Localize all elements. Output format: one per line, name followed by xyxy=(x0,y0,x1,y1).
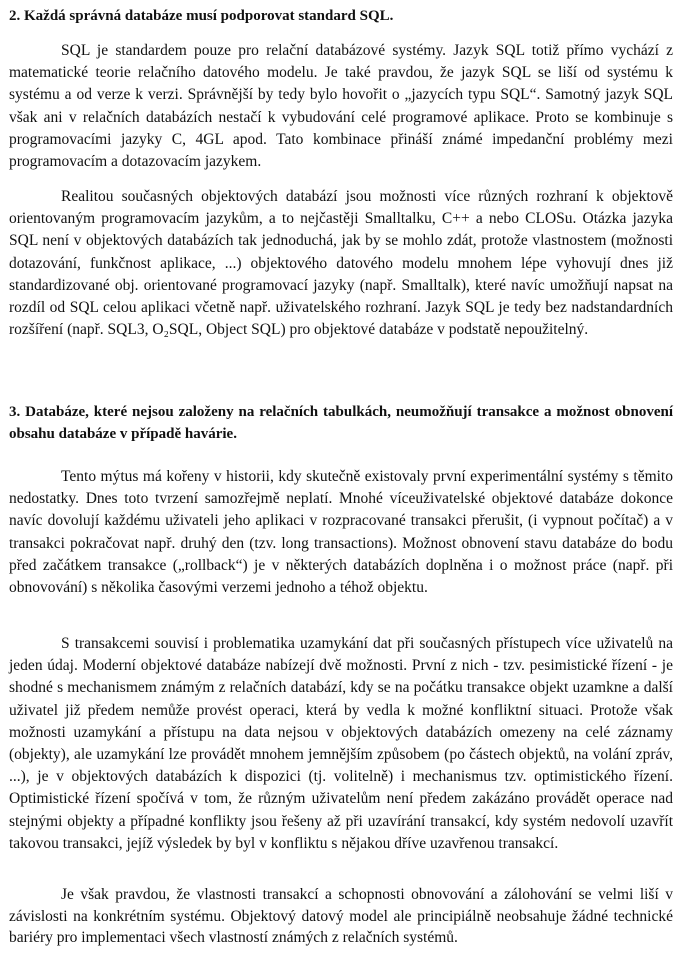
section-2-paragraph-2: Realitou současných objektových databází jsou možnosti více různých rozhraní k objektově orientovaným programovacím jazykům, a to nejčastěji Smalltalku, C++ a nebo CLOSu. Otázka jazyka SQL není v objektových databázích tak jednoduchá, jak by se mohlo zdát, protože vlastnostem (možnosti dotazování, funkčnost aplikace, ...) objektového datového modelu mnohem lépe vyhovují dnes již standardizované obj. orientované programovací jazyky (např. Smalltalk), které navíc umožňují napsat na rozdíl od SQL celou aplikaci včetně např. uživatelského rozhraní. Jazyk SQL je tedy bez nadstandardních rozšíření (např. SQL3, O₂SQL, Object SQL) pro objektové databáze v podstatě nepoužitelný. xyxy=(9,188,673,339)
section-3-paragraph-2: S transakcemi souvisí i problematika uzamykání dat při současných přístupech více uživatelů na jeden údaj. Moderní objektové databáze nabízejí dvě možnosti. První z nich - tzv. pesimistické řízení - je shodné s mechanismem známým z relačních databází, kdy se na počátku transakce objekt uzamkne a další uživatel již předem nemůže provést operaci, která by vedla k možné konfliktní situaci. Protože však možnosti uzamykání a přístupu na data nejsou v objektových databázích omezeny na celé záznamy (objekty), ale uzamykání lze provádět mnohem jemnějším způsobem (po částech objektů, na volání zpráv, ...), je v objektových databázích k dispozici (tj. volitelně) i mechanismus tzv. optimistického řízení. Optimistické řízení spočívá v tom, že různým uživatelům není předem zakázáno provádět operace nad stejnými objekty a případné konflikty jsou řešeny až při uzavírání transakcí, kdy systém nedovolí uzavřít takovou transakci, jejíž výsledek by byl v konfliktu s nějakou dříve uzavřenou transakcí. xyxy=(9,635,673,852)
section-2-paragraph-1: SQL je standardem pouze pro relační databázové systémy. Jazyk SQL totiž přímo vychází z matematické teorie relačního datového modelu. Je také pravdou, že jazyk SQL se liší od systému k systému a od verze k verzi. Správnější by tedy bylo hovořit o „jazycích typu SQL“. Samotný jazyk SQL však ani v relačních databázích nestačí k vybudování celé programové aplikace. Proto se kombinuje s programovacími jazyky C, 4GL apod. Tato kombinace přináší známé impedanční problémy mezi programovacím a dotazovacím jazykem. xyxy=(9,42,673,171)
section-3-paragraph-1: Tento mýtus má kořeny v historii, kdy skutečně existovaly první experimentální systémy s těmito nedostatky. Dnes toto tvrzení samozřejmě neplatí. Mnohé víceuživatelské objektové databáze dokonce navíc dovolují každému uživateli jeho aplikaci v rozpracované transakci přerušit, (i vypnout počítač) a v transakci pokračovat např. druhý den (tzv. long transactions). Možnost obnovení stavu databáze do bodu před začátkem transakce („rollback“) je v některých databázích doplněna i o možnost práce (např. při obnovování) s několika časovými verzemi jednoho a téhož objektu. xyxy=(9,468,673,597)
section-3-paragraph-3: Je však pravdou, že vlastnosti transakcí a schopnosti obnovování a zálohování se velmi liší v závislosti na konkrétním systému. Objektový datový model ale principiálně neobsahuje žádné technické bariéry pro implementaci všech vlastností známých z relačních systémů. xyxy=(9,886,673,946)
section-2-heading: 2. Každá správná databáze musí podporovat standard SQL. xyxy=(9,8,394,24)
section-3-heading: 3. Databáze, které nejsou založeny na relačních tabulkách, neumožňují transakce a možnost obnovení obsahu databáze v případě havárie. xyxy=(9,404,673,442)
